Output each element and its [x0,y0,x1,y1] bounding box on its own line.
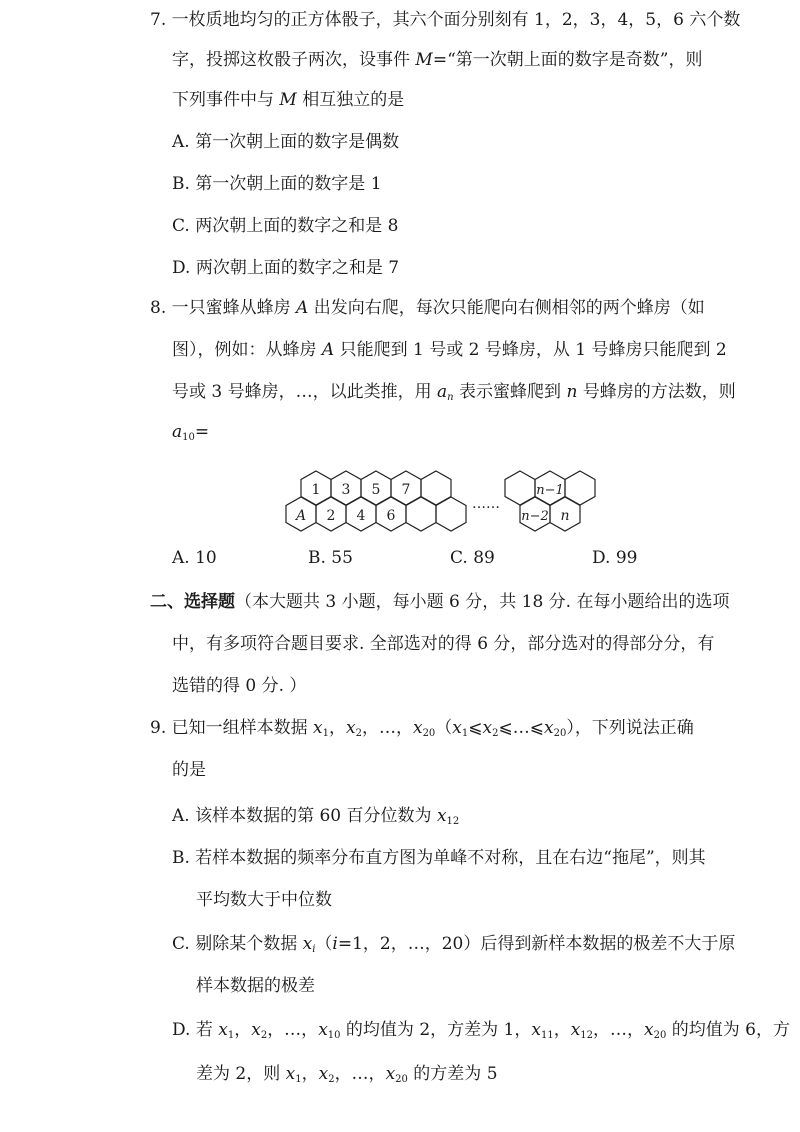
q9-option-d-line-2: 差为 2，则 $x_1$，$x_2$，…，$x_{20}$ 的方差为 5 [196,1064,498,1085]
cell-label-7: 7 [401,482,411,498]
q7-option-a: A. 第一次朝上面的数字是偶数 [172,132,400,152]
section2-title: 二、选择题 [150,592,235,612]
cell-label-n: n [560,508,570,524]
cell-label-4: 4 [356,508,366,524]
q8-line-1: 8. 一只蜜蜂从蜂房 A 出发向右爬，每次只能爬向右侧相邻的两个蜂房（如 [150,298,705,318]
q7-option-b: B. 第一次朝上面的数字是 1 [172,174,382,194]
q9-option-a: A. 该样本数据的第 60 百分位数为 $x_{12}$ [172,806,460,827]
q7-line-2: 字，投掷这枚骰子两次，设事件 M=“第一次朝上面的数字是奇数”，则 [172,50,703,70]
q9-option-d-line-1: D. 若 $x_1$，$x_2$，…，$x_{10}$ 的均值为 2，方差为 1，$x_{11}$，$x_{12}$，…，$x_{20}$ 的均值为 6，方 [172,1020,790,1041]
q7-line-1: 7. 一枚质地均匀的正方体骰子，其六个面分别刻有 1，2，3，4，5，6 六个数 [150,10,741,30]
q9-option-b-line-1: B. 若样本数据的频率分布直方图为单峰不对称，且在右边“拖尾”，则其 [172,848,706,868]
section2-line-1: 二、选择题（本大题共 3 小题，每小题 6 分，共 18 分. 在每小题给出的选项 [150,592,730,612]
q8-option-c: C. 89 [450,548,495,568]
q8-line-4: $a_{10}=$ [172,422,210,443]
honeycomb-figure [278,466,618,546]
figure-dots: …… [472,496,500,512]
q8-option-d: D. 99 [592,548,638,568]
cell-label-a: A [295,508,307,524]
cell-label-5: 5 [371,482,381,498]
q8-option-b: B. 55 [308,548,353,568]
cell-label-6: 6 [386,508,396,524]
q9-line-2: 的是 [172,760,206,780]
q8-line-3: 号或 3 号蜂房，…，以此类推，用 $a_n$ 表示蜜蜂爬到 n 号蜂房的方法数，则 [172,382,736,403]
cell-label-2: 2 [326,508,336,524]
cell-label-1: 1 [311,482,321,498]
q7-option-c: C. 两次朝上面的数字之和是 8 [172,216,399,236]
cell-label-n-minus-1: n−1 [536,483,564,498]
q9-option-b-line-2: 平均数大于中位数 [196,890,332,910]
cell-label-3: 3 [341,482,351,498]
cell-label-n-minus-2: n−2 [521,509,549,524]
q9-option-c-line-2: 样本数据的极差 [196,976,315,996]
q9-option-c-line-1: C. 剔除某个数据 $x_i(i=1$，2，…，20）后得到新样本数据的极差不大于原 [172,934,736,955]
q7-line-3: 下列事件中与 M 相互独立的是 [172,90,405,110]
section2-line-2: 中，有多项符合题目要求. 全部选对的得 6 分，部分选对的得部分分，有 [172,634,715,654]
q8-option-a: A. 10 [172,548,217,568]
q7-option-d: D. 两次朝上面的数字之和是 7 [172,258,400,278]
q8-line-2: 图），例如：从蜂房 A 只能爬到 1 号或 2 号蜂房，从 1 号蜂房只能爬到 2 [172,340,727,360]
section2-line-3: 选错的得 0 分. ） [172,676,307,696]
q9-line-1: 9. 已知一组样本数据 $x_1$，$x_2$，…，$x_{20}(x_1⩽x_2⩽\dots⩽x_{20})$，下列说法正确 [150,718,694,739]
